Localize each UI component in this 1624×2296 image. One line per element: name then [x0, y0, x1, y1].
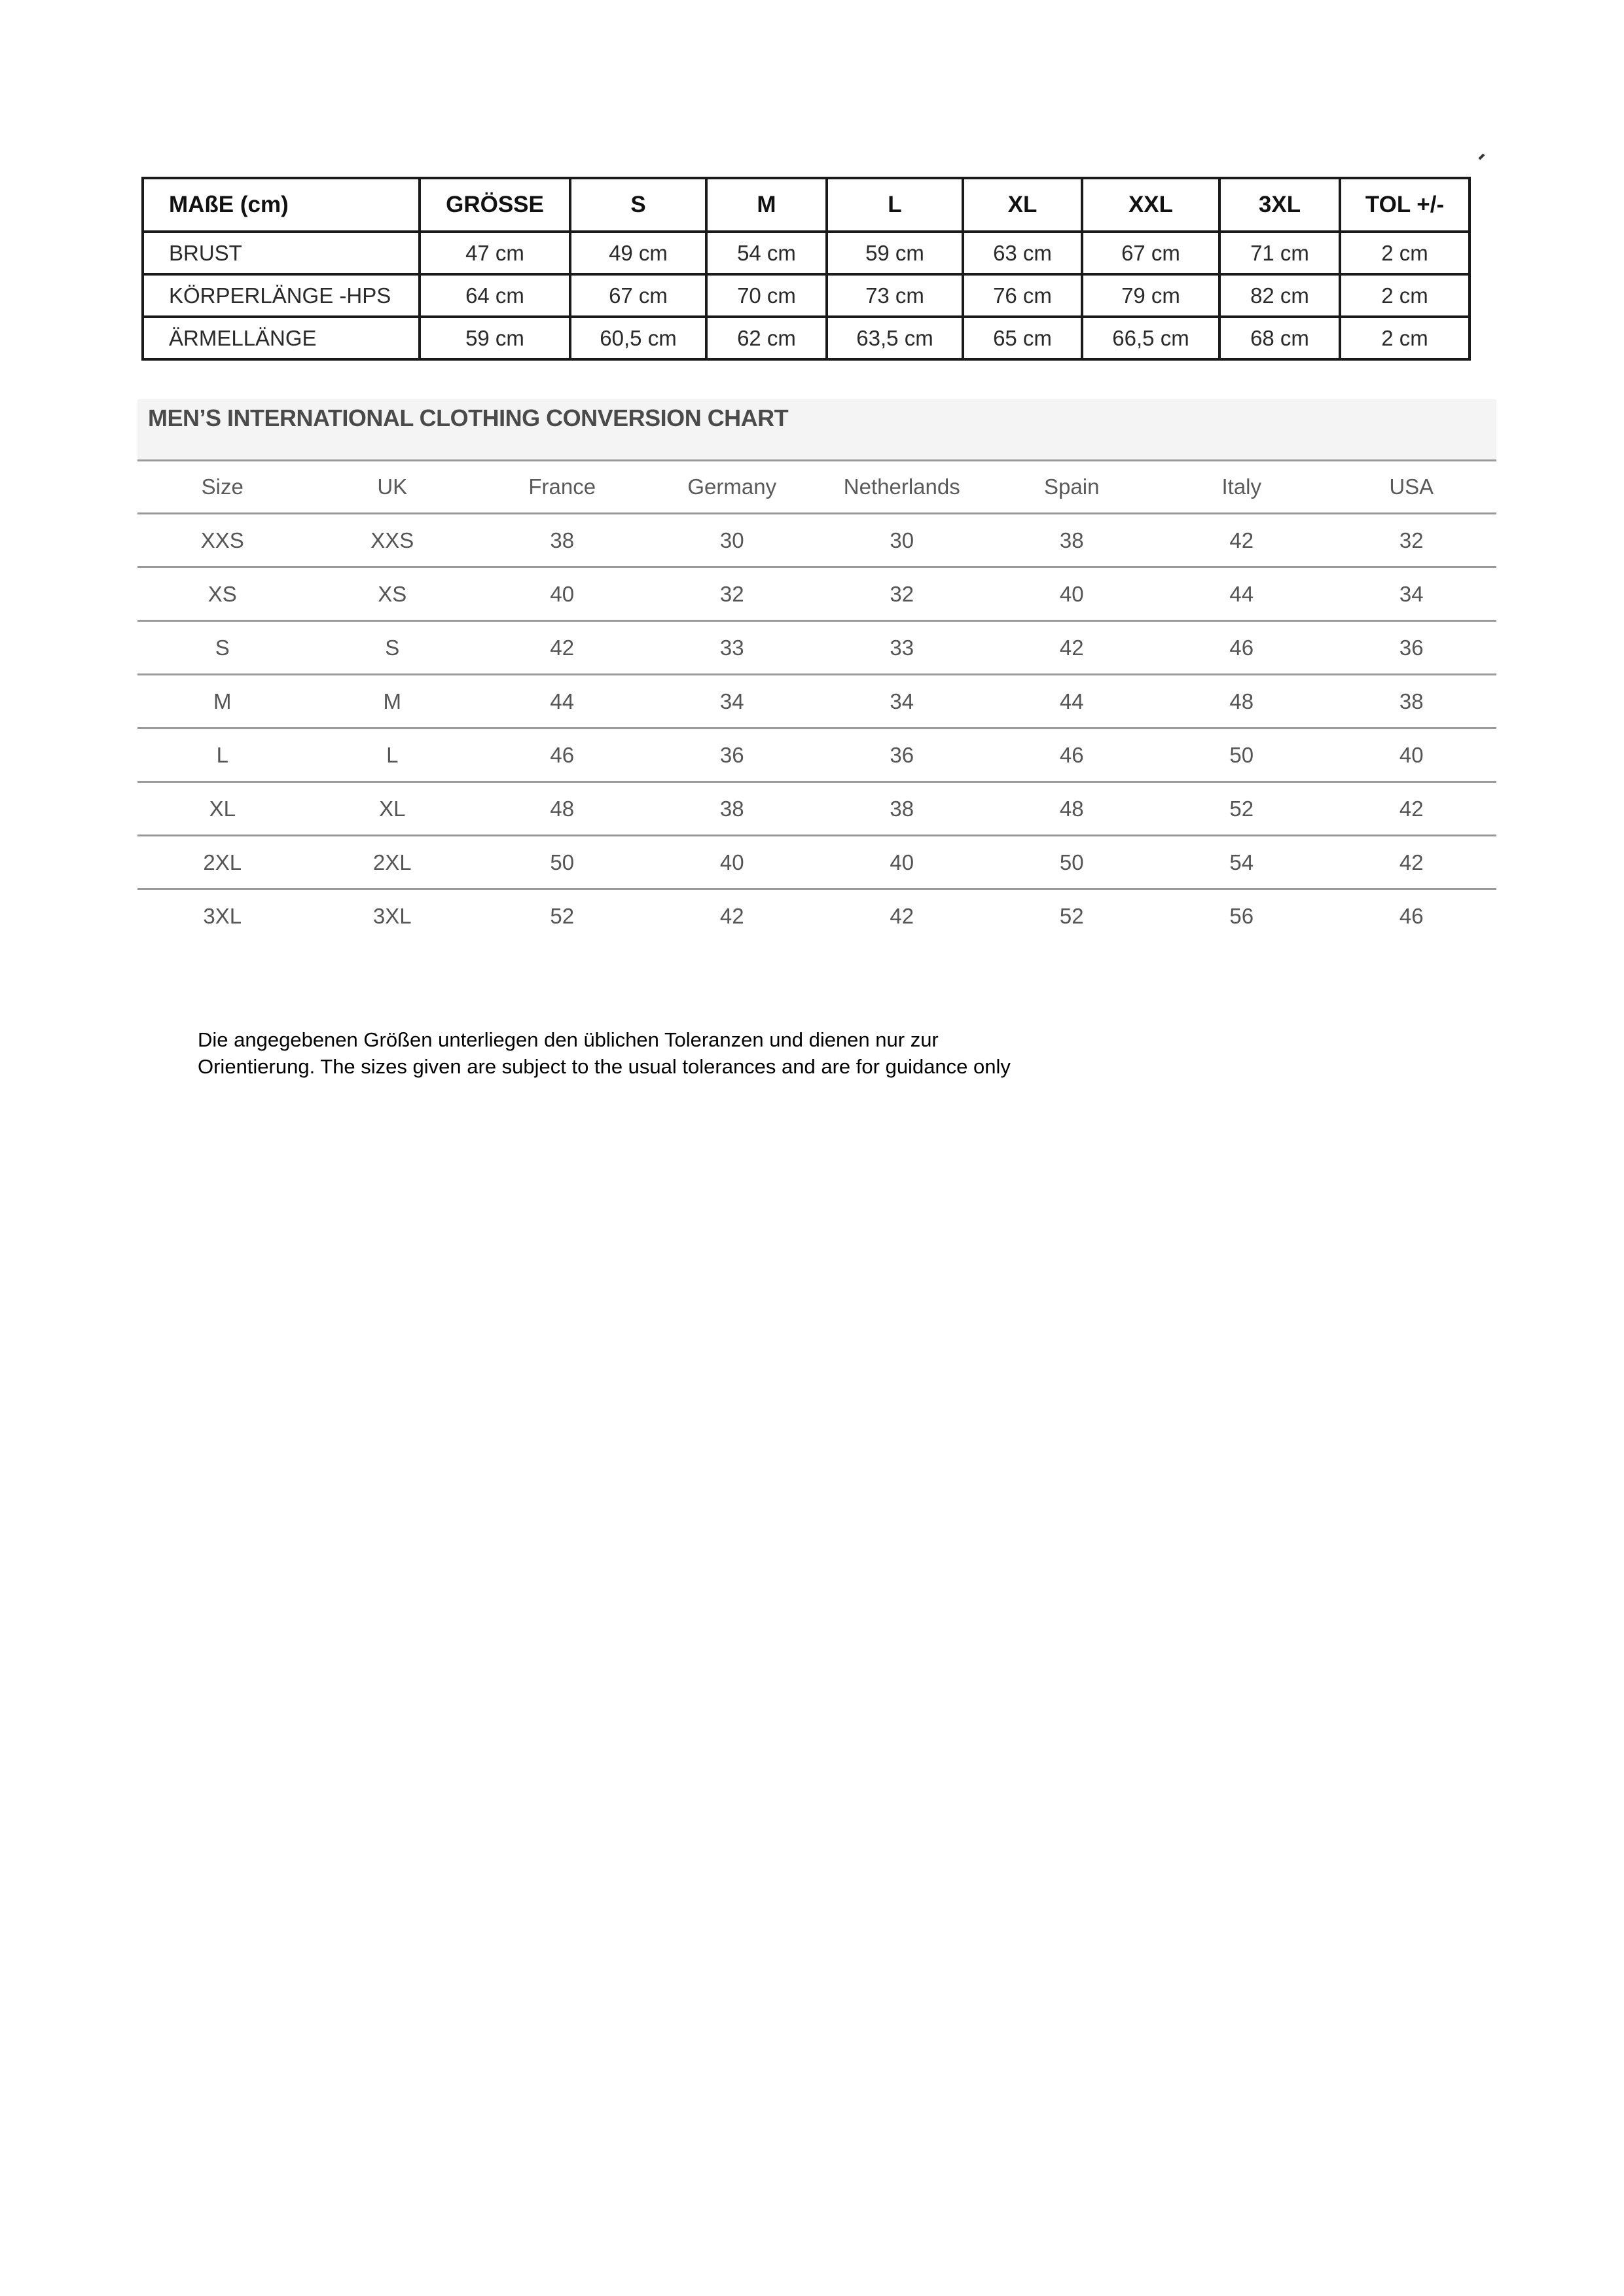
- conversion-cell: 44: [1157, 567, 1327, 621]
- conversion-cell: 42: [477, 621, 647, 675]
- conversion-cell: 40: [987, 567, 1157, 621]
- conversion-cell: 48: [477, 782, 647, 836]
- size-table-cell: 2 cm: [1340, 232, 1470, 274]
- conversion-cell: XS: [137, 567, 308, 621]
- conversion-cell: 42: [719, 903, 744, 928]
- conversion-cell: 36: [817, 728, 987, 782]
- conversion-cell: 40: [647, 836, 818, 889]
- conversion-cell: 42: [890, 903, 914, 928]
- conversion-cell: 40: [1327, 728, 1497, 782]
- conversion-cell: 50: [987, 836, 1157, 889]
- tolerance-note-line: Orientierung. The sizes given are subject to the usual tolerances and are for guidance only: [198, 1055, 1011, 1078]
- conversion-row: [137, 889, 1496, 942]
- size-table-header-cell: S: [570, 178, 706, 232]
- conversion-header-cell: USA: [1327, 461, 1497, 514]
- size-table-cell: 63 cm: [963, 232, 1082, 274]
- conversion-cell: 40: [477, 567, 647, 621]
- conversion-chart: [137, 399, 1496, 942]
- size-table-cell: 62 cm: [706, 317, 827, 359]
- conversion-cell: XXS: [137, 514, 308, 567]
- size-table-cell: 79 cm: [1082, 274, 1219, 317]
- size-table-cell: 47 cm: [420, 232, 570, 274]
- size-table-cell: 64 cm: [420, 274, 570, 317]
- corner-mark: [1479, 154, 1490, 165]
- conversion-row: [137, 675, 1496, 728]
- conversion-cell: 44: [987, 675, 1157, 728]
- size-table-row: [143, 232, 1470, 274]
- conversion-cell: 50: [477, 836, 647, 889]
- size-table-header-cell: TOL +/-: [1340, 178, 1470, 232]
- size-table-cell: 70 cm: [706, 274, 827, 317]
- conversion-header-cell: Size: [137, 461, 308, 514]
- conversion-cell: 52: [550, 903, 575, 928]
- conversion-cell: 38: [647, 782, 818, 836]
- conversion-row: [137, 728, 1496, 782]
- conversion-cell: 34: [1327, 567, 1497, 621]
- conversion-cell: 48: [1157, 675, 1327, 728]
- conversion-cell: 3XL: [372, 903, 412, 928]
- size-table-header-cell: L: [827, 178, 963, 232]
- conversion-cell: 2XL: [308, 836, 478, 889]
- conversion-cell: 32: [817, 567, 987, 621]
- conversion-cell: 3XL: [203, 903, 242, 928]
- size-table-cell: 2 cm: [1340, 274, 1470, 317]
- conversion-header-cell: Netherlands: [817, 461, 987, 514]
- conversion-row: [137, 836, 1496, 889]
- conversion-cell: 42: [1157, 514, 1327, 567]
- conversion-cell: 30: [647, 514, 818, 567]
- size-table-header-cell: GRÖSSE: [420, 178, 570, 232]
- conversion-cell: 42: [1327, 782, 1497, 836]
- size-table-cell: KÖRPERLÄNGE -HPS: [143, 274, 420, 317]
- conversion-cell: 44: [477, 675, 647, 728]
- size-table-cell: 65 cm: [963, 317, 1082, 359]
- conversion-chart-title: MEN’S INTERNATIONAL CLOTHING CONVERSION CHART: [148, 404, 789, 431]
- conversion-cell: 42: [987, 621, 1157, 675]
- size-table-cell: 60,5 cm: [570, 317, 706, 359]
- conversion-cell: 46: [987, 728, 1157, 782]
- conversion-row: [137, 621, 1496, 675]
- conversion-cell: 48: [987, 782, 1157, 836]
- size-table-cell: 54 cm: [706, 232, 827, 274]
- conversion-cell: XXS: [308, 514, 478, 567]
- conversion-cell: XL: [308, 782, 478, 836]
- tolerance-note-line: Die angegebenen Größen unterliegen den üblichen Toleranzen und dienen nur zur: [198, 1028, 939, 1051]
- conversion-cell: M: [308, 675, 478, 728]
- conversion-chart-title-bar: [137, 399, 1496, 459]
- size-table-cell: 59 cm: [420, 317, 570, 359]
- conversion-cell: S: [137, 621, 308, 675]
- conversion-cell: L: [308, 728, 478, 782]
- size-table-header-cell: XXL: [1082, 178, 1219, 232]
- conversion-header-cell: Spain: [987, 461, 1157, 514]
- size-table-header-row: [143, 178, 1470, 232]
- conversion-cell: 2XL: [137, 836, 308, 889]
- conversion-cell: 52: [1059, 903, 1084, 928]
- size-table-header-cell: 3XL: [1219, 178, 1340, 232]
- size-table-cell: ÄRMELLÄNGE: [143, 317, 420, 359]
- conversion-header-row: [137, 461, 1496, 514]
- conversion-header-cell: Italy: [1157, 461, 1327, 514]
- size-table-cell: 66,5 cm: [1082, 317, 1219, 359]
- conversion-cell: 36: [1327, 621, 1497, 675]
- size-table-cell: 68 cm: [1219, 317, 1340, 359]
- conversion-cell: 50: [1157, 728, 1327, 782]
- conversion-header-cell: France: [477, 461, 647, 514]
- conversion-cell: 56: [1229, 903, 1254, 928]
- conversion-cell: 32: [647, 567, 818, 621]
- conversion-cell: 46: [1399, 903, 1424, 928]
- conversion-cell: S: [308, 621, 478, 675]
- size-table-cell: BRUST: [143, 232, 420, 274]
- size-table-header-cell: MAßE (cm): [143, 178, 420, 232]
- conversion-cell: 30: [817, 514, 987, 567]
- conversion-row: [137, 514, 1496, 567]
- conversion-cell: 52: [1157, 782, 1327, 836]
- size-table-cell: 73 cm: [827, 274, 963, 317]
- conversion-cell: XS: [308, 567, 478, 621]
- size-table-cell: 82 cm: [1219, 274, 1340, 317]
- conversion-cell: 40: [817, 836, 987, 889]
- size-table-header-cell: M: [706, 178, 827, 232]
- size-measurement-table: [141, 177, 1471, 361]
- size-table-row: [143, 274, 1470, 317]
- conversion-cell: 36: [647, 728, 818, 782]
- conversion-cell: 34: [817, 675, 987, 728]
- size-table-cell: 63,5 cm: [827, 317, 963, 359]
- size-table-cell: 71 cm: [1219, 232, 1340, 274]
- size-table-cell: 76 cm: [963, 274, 1082, 317]
- tolerance-note: [198, 1026, 1180, 1080]
- conversion-cell: 46: [477, 728, 647, 782]
- conversion-cell: M: [137, 675, 308, 728]
- conversion-cell: L: [137, 728, 308, 782]
- conversion-cell: 38: [817, 782, 987, 836]
- conversion-cell: 38: [987, 514, 1157, 567]
- conversion-cell: 54: [1157, 836, 1327, 889]
- conversion-table: [137, 459, 1496, 942]
- size-table-row: [143, 317, 1470, 359]
- size-table-cell: 67 cm: [1082, 232, 1219, 274]
- size-table-cell: 2 cm: [1340, 317, 1470, 359]
- conversion-cell: 38: [1327, 675, 1497, 728]
- conversion-cell: XL: [137, 782, 308, 836]
- size-table-header-cell: XL: [963, 178, 1082, 232]
- conversion-cell: 34: [647, 675, 818, 728]
- size-table-cell: 59 cm: [827, 232, 963, 274]
- conversion-row: [137, 782, 1496, 836]
- size-table-cell: 49 cm: [570, 232, 706, 274]
- conversion-header-cell: Germany: [647, 461, 818, 514]
- conversion-cell: 33: [817, 621, 987, 675]
- conversion-cell: 38: [477, 514, 647, 567]
- conversion-cell: 33: [647, 621, 818, 675]
- conversion-cell: 42: [1327, 836, 1497, 889]
- conversion-row: [137, 567, 1496, 621]
- conversion-header-cell: UK: [308, 461, 478, 514]
- conversion-table-body: [137, 514, 1496, 942]
- size-table-cell: 67 cm: [570, 274, 706, 317]
- conversion-cell: 32: [1327, 514, 1497, 567]
- conversion-cell: 46: [1157, 621, 1327, 675]
